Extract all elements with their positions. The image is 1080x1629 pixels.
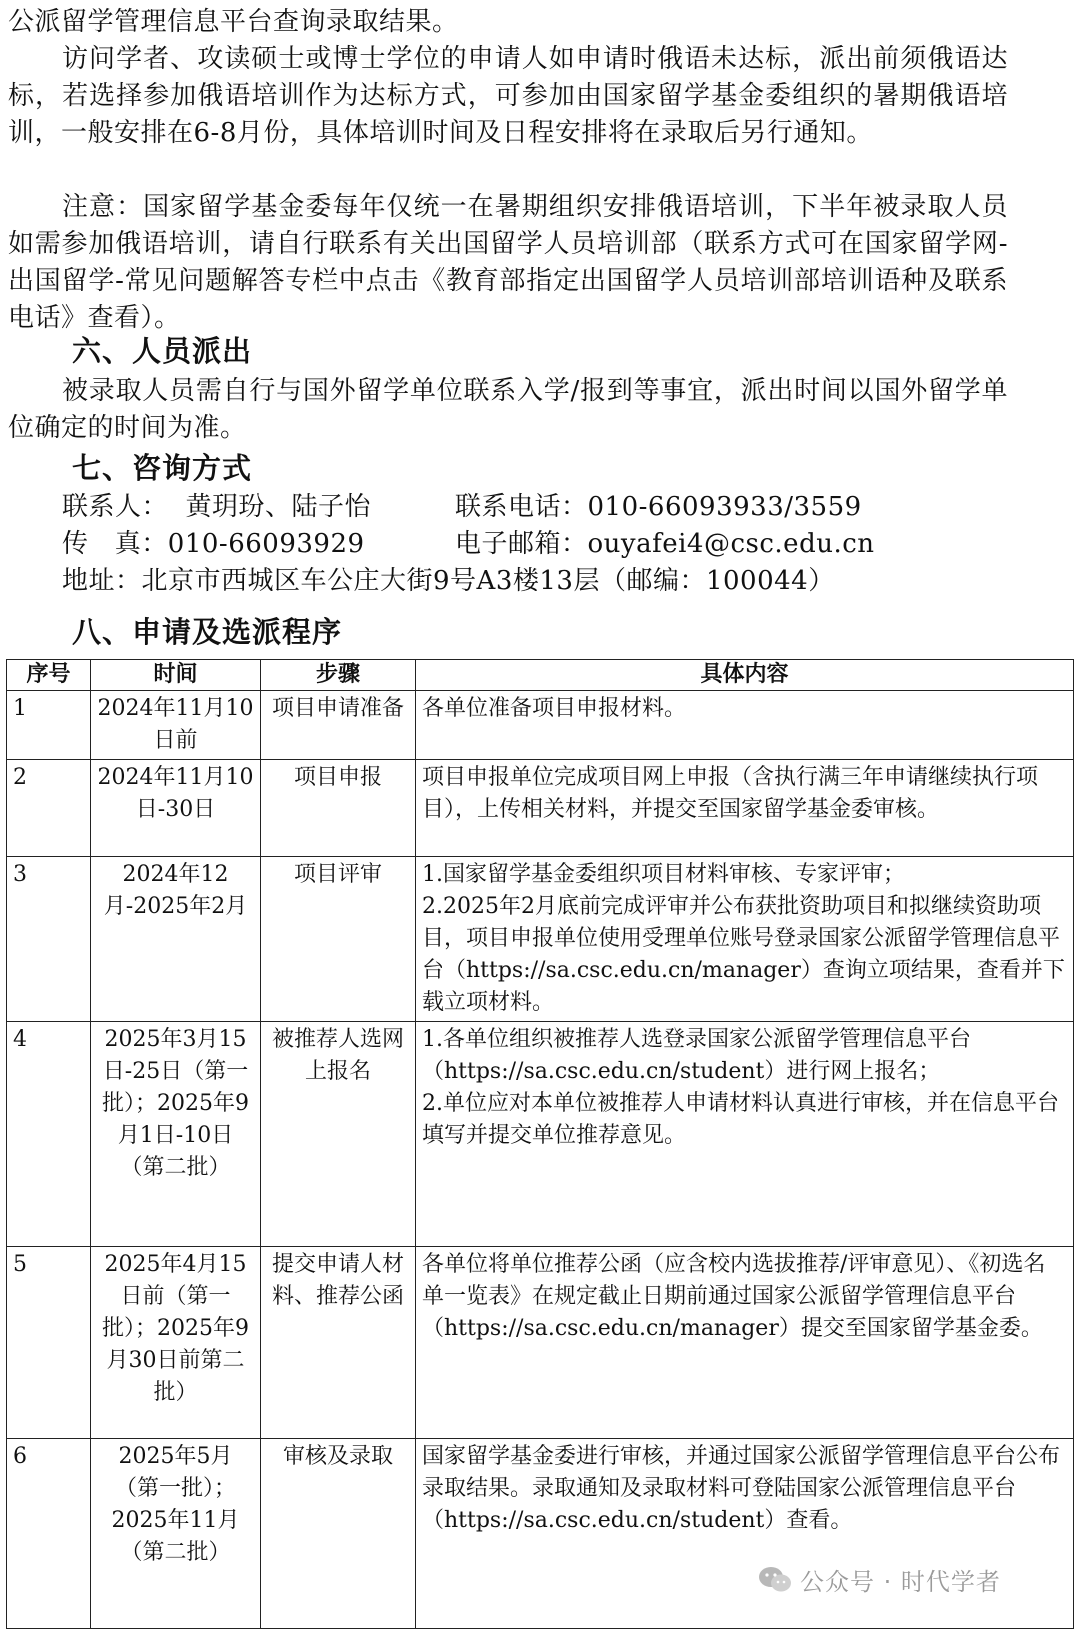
table-row [7,1439,1074,1629]
row-number: 4 [7,1022,91,1247]
table-row [7,691,1074,760]
row-step: 项目评审 [261,857,416,1022]
contact-phone: 联系电话：010-66093933/3559 [455,492,862,522]
row-number: 1 [7,691,91,760]
row-step: 提交申请人材料、推荐公函 [261,1247,416,1439]
procedure-table [6,659,1074,1629]
row-number: 5 [7,1247,91,1439]
row-number: 6 [7,1439,91,1629]
row-time: 2024年11月10日前 [91,691,261,760]
row-detail [416,1247,1074,1439]
row-time: 2025年5月（第一批）；2025年11月（第二批） [91,1439,261,1629]
section-heading-dispatch: 六、人员派出 [72,334,253,368]
row-time: 2024年11月10日-30日 [91,760,261,857]
header-step: 步骤 [261,660,416,691]
row-time: 2025年3月15日-25日（第一批）；2025年9月1日-10日（第二批） [91,1022,261,1247]
contact-fax: 传 真：010-66093929 [62,529,365,559]
detail-line: 项目申报单位完成项目网上申报（含执行满三年申请继续执行项目），上传相关材料，并提交至国家留学基金委审核。 [422,765,1039,822]
header-detail: 具体内容 [416,660,1074,691]
watermark-text: 公众号 · 时代学者 [800,1568,1001,1596]
detail-line: 1.各单位组织被推荐人选登录国家公派留学管理信息平台（https://sa.csc.edu.cn/student）进行网上报名； [422,1027,971,1084]
section-heading-procedure: 八、申请及选派程序 [72,615,343,649]
contact-row-3 [62,563,1042,600]
row-detail [416,1439,1074,1629]
table-row [7,857,1074,1022]
contact-row-2 [62,526,1042,563]
table-body [7,691,1074,1629]
table-row [7,760,1074,857]
row-step: 项目申请准备 [261,691,416,760]
detail-line: 1.国家留学基金委组织项目材料审核、专家评审； [422,862,905,887]
contact-address: 地址：北京市西城区车公庄大街9号A3楼13层（邮编：100044） [62,566,835,596]
detail-line: 国家留学基金委进行审核，并通过国家公派留学管理信息平台公布录取结果。录取通知及录取材料可登陆国家公派管理信息平台（https://sa.csc.edu.cn/student）查看。 [422,1444,1061,1533]
watermark [758,1562,1001,1597]
row-step: 项目申报 [261,760,416,857]
paragraph-note: 注意：国家留学基金委每年仅统一在暑期组织安排俄语培训，下半年被录取人员如需参加俄语培训，请自行联系有关出国留学人员培训部（联系方式可在国家留学网-出国留学-常见问题解答专栏中点击《教育部指定出国留学人员培训部培训语种及联系电话》查看）。 [8,192,1008,333]
row-number: 2 [7,760,91,857]
row-time: 2025年4月15日前（第一批）；2025年9月30日前第二批） [91,1247,261,1439]
row-time: 2024年12月-2025年2月 [91,857,261,1022]
header-time: 时间 [91,660,261,691]
paragraph-continuation: 公派留学管理信息平台查询录取结果。 [8,7,459,37]
contact-row-1 [62,489,1042,526]
paragraph-russian-requirement: 访问学者、攻读硕士或博士学位的申请人如申请时俄语未达标，派出前须俄语达标，若选择参加俄语培训作为达标方式，可参加由国家留学基金委组织的暑期俄语培训，一般安排在6-8月份，具体培训时间及日程安排将在录取后另行通知。 [8,44,1008,148]
header-number: 序号 [7,660,91,691]
row-detail [416,760,1074,857]
wechat-icon [758,1566,792,1594]
table-header-row [7,660,1074,691]
row-detail [416,691,1074,760]
detail-line: 2.2025年2月底前完成评审并公布获批资助项目和拟继续资助项目，项目申报单位使用受理单位账号登录国家公派留学管理信息平台（https://sa.csc.edu.cn/manager）查询立项结果，查看并下载立项材料。 [422,894,1065,1015]
detail-line: 各单位将单位推荐公函（应含校内选拔推荐/评审意见）、《初选名单一览表》在规定截止日期前通过国家公派留学管理信息平台（https://sa.csc.edu.cn/manager）提交至国家留学基金委。 [422,1252,1046,1341]
contact-email: 电子邮箱：ouyafei4@csc.edu.cn [455,529,875,559]
table-row [7,1247,1074,1439]
row-detail [416,857,1074,1022]
table-row [7,1022,1074,1247]
row-step: 被推荐人选网上报名 [261,1022,416,1247]
contact-person: 联系人： 黄玥玢、陆子怡 [62,492,372,522]
row-detail [416,1022,1074,1247]
detail-line: 2.单位应对本单位被推荐人申请材料认真进行审核，并在信息平台填写并提交单位推荐意见。 [422,1091,1059,1148]
section-heading-contact: 七、咨询方式 [72,451,253,485]
detail-line: 各单位准备项目申报材料。 [422,696,687,721]
row-number: 3 [7,857,91,1022]
row-step: 审核及录取 [261,1439,416,1629]
paragraph-dispatch: 被录取人员需自行与国外留学单位联系入学/报到等事宜，派出时间以国外留学单位确定的时间为准。 [8,376,1008,443]
